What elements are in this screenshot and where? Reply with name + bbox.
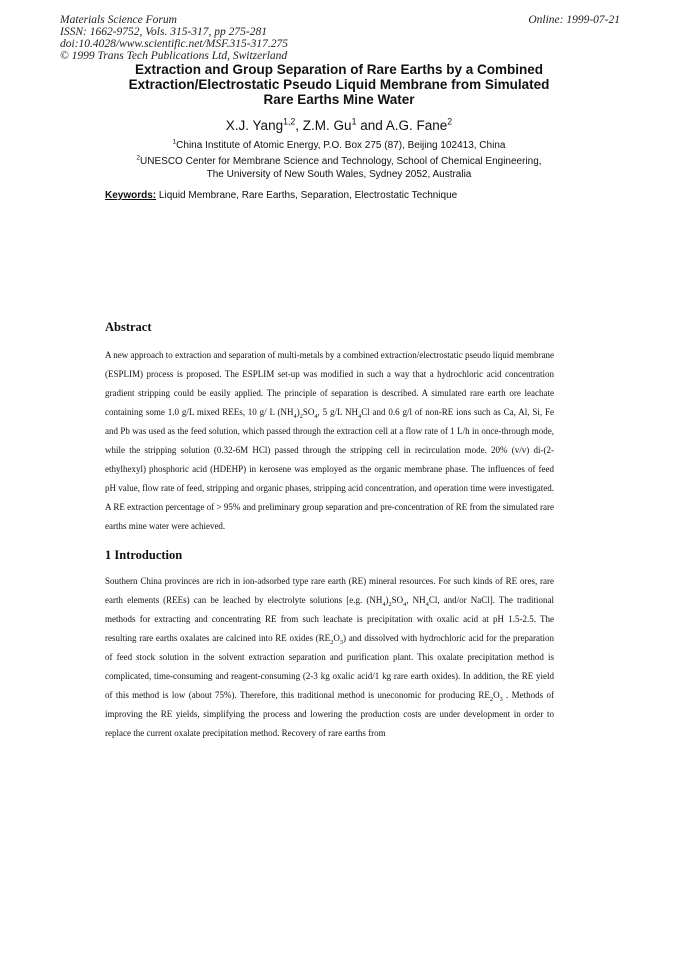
introduction-heading: 1 Introduction — [105, 548, 183, 562]
abstract-subscript: 4 — [293, 412, 297, 420]
intro-text-7: ) and dissolved with hydrochloric acid for the preparation of feed stock solution in the solvent extraction separation and purification plant. This oxalate precipitation method is complicated, time-consuming and reagent-consuming (2-3 kg oxalic acid/1 kg rare earth oxides). In addition, the RE yield of this method is low (about 75%). Therefore, this traditional method is uneconomic for producing RE — [105, 633, 555, 700]
abstract-heading: Abstract — [105, 320, 152, 334]
intro-text-3: SO — [391, 595, 404, 605]
intro-subscript: 4 — [403, 600, 407, 608]
issn-line: ISSN: 1662-9752, Vols. 315-317, pp 275-281 — [60, 26, 267, 38]
abstract-text-1: A new approach to extraction and separation of multi-metals by a combined extraction/electrostatic pseudo liquid membrane (ESPLIM) process is proposed. The ESPLIM set-up was modified in such a way that a hydrochloric acid concentration gradient stripping could be easily applied. The principle of separation is described. A simulated rare earth ore leachate containing some 1.0 g/L mixed REEs, 10 g/ L (NH — [105, 350, 554, 417]
abstract-body — [105, 346, 554, 536]
abstract-text-2: ) — [296, 407, 300, 417]
title-line-1: Extraction and Group Separation of Rare Earths by a Combined — [134, 62, 544, 77]
abstract-subscript: 2 — [299, 412, 303, 420]
keywords-text: Liquid Membrane, Rare Earths, Separation, Electrostatic Technique — [158, 190, 458, 201]
intro-subscript: 4 — [425, 600, 429, 608]
author-2-affil: 1 — [351, 116, 357, 127]
intro-text-4: , NH — [406, 595, 426, 605]
author-2: Z.M. Gu — [302, 118, 352, 133]
intro-text-8: O — [493, 690, 500, 700]
title-line-2: Extraction/Electrostatic Pseudo Liquid Membrane from Simulated — [128, 77, 550, 92]
intro-text-6: O — [333, 633, 340, 643]
copyright-line: © 1999 Trans Tech Publications Ltd, Switzerland — [60, 50, 288, 62]
intro-text-2: ) — [385, 595, 389, 605]
author-1-affil: 1,2 — [283, 116, 296, 127]
paper-title — [90, 62, 588, 107]
affiliation-2 — [90, 156, 588, 181]
doi-line: doi:10.4028/www.scientific.net/MSF.315-317.275 — [60, 38, 288, 50]
abstract-subscript: 4 — [314, 412, 318, 420]
author-and: and — [360, 118, 383, 133]
intro-text-1: Southern China provinces are rich in ion-adsorbed type rare earth (RE) mineral resources. For such kinds of RE ores, rare earth elements (REEs) can be leached by electrolyte solutions [e.g. (NH — [105, 576, 554, 605]
online-date: Online: 1999-07-21 — [528, 14, 620, 26]
abstract-subscript: 4 — [358, 412, 362, 420]
intro-text-9: . Methods of improving the RE yields, simplifying the process and lowering the production costs are under development in order to replace the current oxalate precipitation method. Recovery of rare earths from — [105, 690, 554, 738]
introduction-body — [105, 572, 554, 743]
abstract-text-5: Cl and 0.6 g/l of non-RE ions such as Ca, Al, Si, Fe and Pb was used as the feed solution, which passed through the extraction cell at a flow rate of 1 L/h in once-through mode, while the stripping solution (0.32-6M HCl) passed through the stripping cell in recirculation mode. 20% (v/v) di-(2-ethylhexyl) phosphoric acid (HDEHP) in kerosene was employed as the organic membrane phase. The influences of feed pH value, flow rate of feed, stripping and organic phases, stripping acid concentration, and operation time were investigated. A RE extraction percentage of > 95% and preliminary group separation and pre-concentration of RE from the simulated rare earths mine water were achieved. — [105, 407, 554, 531]
affiliation-2-line-1: UNESCO Center for Membrane Science and Technology, School of Chemical Engineering, — [140, 156, 542, 167]
abstract-text-3: SO — [302, 407, 315, 417]
intro-text-5: Cl, and/or NaCl]. The traditional methods for extracting and concentrating RE from such leachate is precipitation with oxalic acid at pH 1.5-2.5. The resulting rare earths oxalates are calcined into RE oxides (RE — [105, 595, 555, 643]
intro-subscript: 4 — [382, 600, 386, 608]
affiliation-1-number: 1 — [172, 138, 177, 146]
author-3: A.G. Fane — [385, 118, 448, 133]
author-separator: , — [295, 118, 303, 133]
affiliation-1 — [90, 140, 588, 153]
author-list — [0, 118, 678, 133]
keywords — [105, 190, 598, 201]
keywords-label: Keywords: — [105, 190, 157, 201]
author-1: X.J. Yang — [225, 118, 284, 133]
abstract-text-4: , 5 g/L NH — [317, 407, 359, 417]
affiliation-2-number: 2 — [136, 154, 141, 162]
intro-subscript: 2 — [489, 695, 494, 703]
journal-name: Materials Science Forum — [60, 14, 177, 26]
intro-subscript: 2 — [330, 638, 334, 646]
intro-subscript: 3 — [499, 695, 503, 703]
intro-subscript: 3 — [339, 638, 343, 646]
title-line-3: Rare Earths Mine Water — [263, 92, 415, 107]
affiliation-1-text: China Institute of Atomic Energy, P.O. Box 275 (87), Beijing 102413, China — [176, 140, 506, 151]
author-3-affil: 2 — [447, 116, 453, 127]
intro-subscript: 2 — [388, 600, 392, 608]
affiliation-2-line-2: The University of New South Wales, Sydney 2052, Australia — [206, 168, 472, 180]
